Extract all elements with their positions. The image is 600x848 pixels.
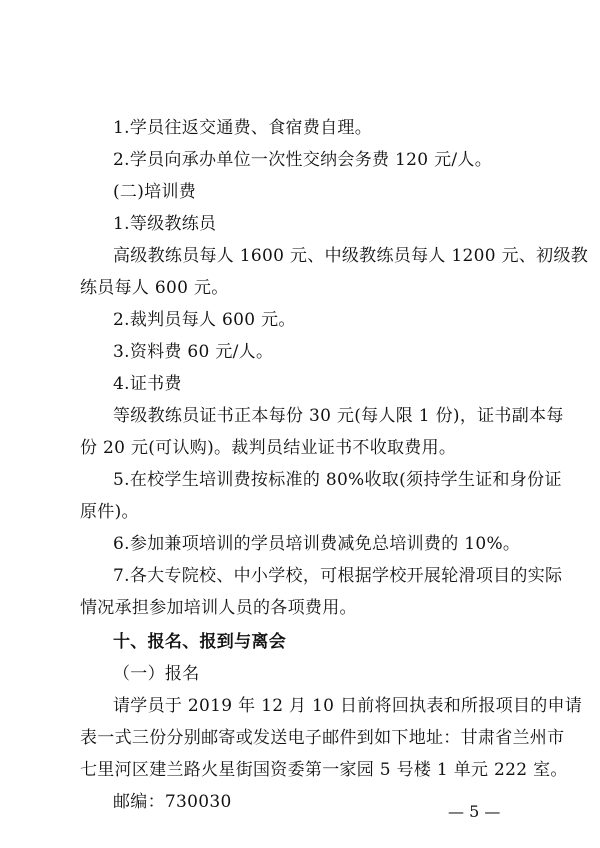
text-line-16: 情况承担参加培训人员的各项费用。 [80,598,357,618]
text-line-6: 练员每人 600 元。 [80,278,229,298]
text-line-10: 等级教练员证书正本每份 30 元(每人限 1 份)，证书副本每 [113,406,564,426]
text-line-21: 七里河区建兰路火星街国资委第一家园 5 号楼 1 单元 222 室。 [80,760,568,780]
text-line-1: 1.学员往返交通费、食宿费自理。 [113,118,373,138]
subheading-registration: （一）报名 [113,664,200,684]
text-line-postcode: 邮编：730030 [113,792,232,812]
text-line-19: 请学员于 2019 年 12 月 10 日前将回执表和所报项目的申请 [113,696,583,716]
text-line-15: 7.各大专院校、中小学校，可根据学校开展轮滑项目的实际 [113,566,563,586]
text-line-2: 2.学员向承办单位一次性交纳会务费 120 元/人。 [113,150,493,170]
text-line-13: 原件)。 [80,502,139,522]
section-heading-registration: 十、报名、报到与离会 [113,632,286,652]
text-line-8: 3.资料费 60 元/人。 [113,342,274,362]
text-line-7: 2.裁判员每人 600 元。 [113,310,296,330]
text-line-14: 6.参加兼项培训的学员培训费减免总培训费的 10%。 [113,534,521,554]
text-line-9: 4.证书费 [113,374,182,394]
text-line-5: 高级教练员每人 1600 元、中级教练员每人 1200 元、初级教 [113,246,589,266]
text-line-4: 1.等级教练员 [113,214,217,234]
text-line-12: 5.在校学生培训费按标准的 80%收取(须持学生证和身份证 [113,470,562,490]
page-number: — 5 — [448,802,501,821]
text-line-11: 份 20 元(可认购)。裁判员结业证书不收取费用。 [80,438,457,458]
section-heading-training-fee: (二)培训费 [113,182,197,202]
text-line-20: 表一式三份分别邮寄或发送电子邮件到如下地址：甘肃省兰州市 [80,728,565,748]
